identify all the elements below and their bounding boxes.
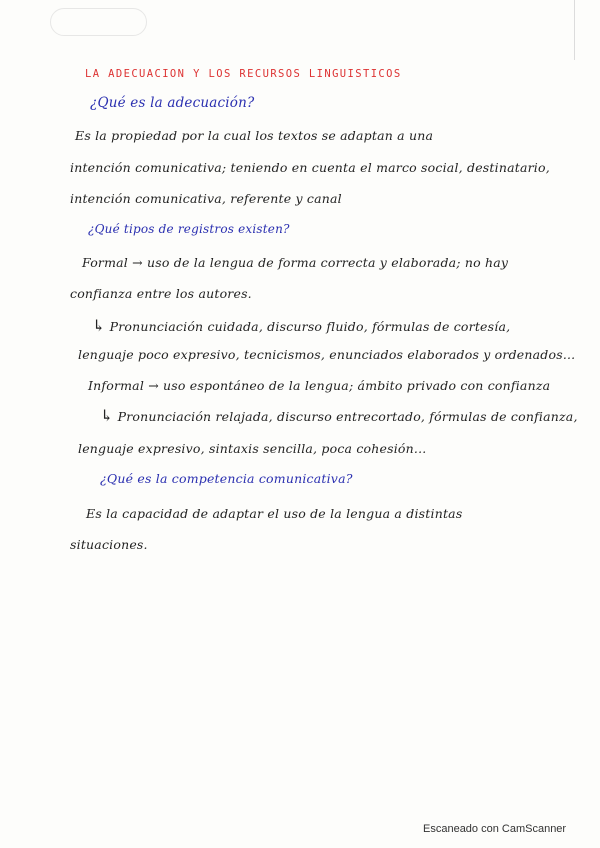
informal-line-3: lenguaje expresivo, sintaxis sencilla, poca cohesión... <box>78 441 427 456</box>
page-title: LA ADECUACION Y LOS RECURSOS LINGUISTICOS <box>85 68 402 80</box>
scanner-watermark: Escaneado con CamScanner <box>423 823 567 835</box>
faded-stamp <box>50 8 147 36</box>
formal-line-4: lenguaje poco expresivo, tecnicismos, enunciados elaborados y ordenados... <box>78 347 576 362</box>
formal-features: Pronunciación cuidada, discurso fluido, fórmulas de cortesía, <box>109 319 511 334</box>
answer3-line-1: Es la capacidad de adaptar el uso de la lengua a distintas <box>86 506 463 521</box>
margin-line <box>574 0 575 60</box>
answer-line-1: Es la propiedad por la cual los textos se adaptan a una <box>75 128 434 143</box>
answer-line-2: intención comunicativa; teniendo en cuenta el marco social, destinatario, <box>70 160 550 175</box>
formal-line-1: Formal → uso de la lengua de forma correcta y elaborada; no hay <box>82 255 509 270</box>
corner-arrow-icon: ↳ <box>100 406 114 425</box>
answer3-line-2: situaciones. <box>70 537 148 552</box>
informal-features: Pronunciación relajada, discurso entrecortado, fórmulas de confianza, <box>117 409 578 424</box>
informal-line-2 <box>100 406 578 425</box>
answer-line-3: intención comunicativa, referente y canal <box>70 191 342 206</box>
informal-line-1: Informal → uso espontáneo de la lengua; ámbito privado con confianza <box>88 378 551 393</box>
formal-line-2: confianza entre los autores. <box>70 286 252 301</box>
corner-arrow-icon: ↳ <box>92 316 106 335</box>
formal-line-3 <box>92 316 510 335</box>
question-adecuacion: ¿Qué es la adecuación? <box>90 95 255 111</box>
question-competencia: ¿Qué es la competencia comunicativa? <box>100 471 353 486</box>
question-registros: ¿Qué tipos de registros existen? <box>88 222 290 236</box>
